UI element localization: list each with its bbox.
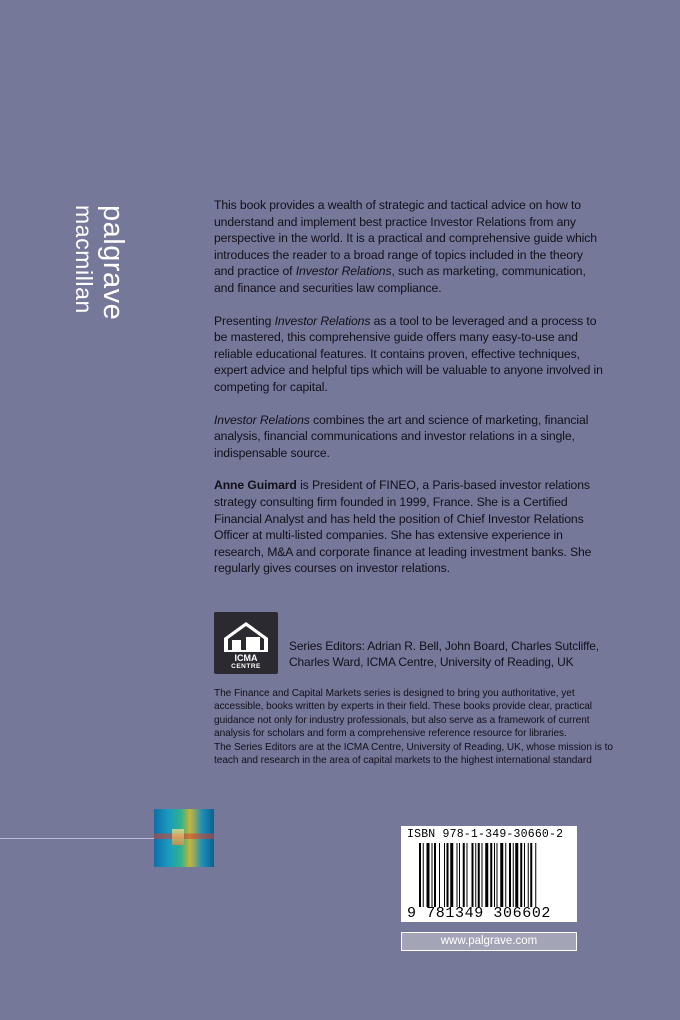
brand-subname: macmillan: [71, 205, 97, 314]
series-paragraph-1: The Finance and Capital Markets series is designed to bring you authoritative, yet accessible, books written by experts in their field. These books provide clear, practical guidance not only for industry professionals, but also serve as a framework of current analysis for scholars and form a comprehensive reference resource for libraries.: [214, 688, 592, 740]
series-paragraph-2: The Series Editors are at the ICMA Centre, University of Reading, UK, whose mission is to teach and research in the area of capital markets to the highest international standard: [214, 741, 613, 767]
brand-name: palgrave: [97, 205, 126, 321]
isbn-number: 9 781349 306602: [407, 905, 552, 922]
icma-centre-logo: [214, 612, 278, 674]
centre-label: CENTRE: [231, 663, 261, 670]
website-link[interactable]: www.palgrave.com: [401, 932, 577, 951]
author-name: Anne Guimard: [214, 478, 297, 493]
description-paragraph-1: This book provides a wealth of strategic and tactical advice on how to understand and implement best practice Investor Relations from any perspective in the world. It is a practical and comprehensive guide which introduces the reader to a broad range of topics included in the theory and practice of Investor Relations, such as marketing, communication, and finance and securities law compliance.: [214, 198, 597, 295]
divider-line: [0, 838, 154, 839]
description-paragraph-2: Presenting Investor Relations as a tool to be leveraged and a process to be mastered, this comprehensive guide offers many easy-to-use and reliable educational features. It contains proven, effective techniques, expert advice and helpful tips which will be valuable to anyone involved in competing for capital.: [214, 313, 603, 394]
palgrave-macmillan-logo: [66, 200, 126, 340]
book-description: [214, 197, 606, 593]
series-description: [214, 687, 624, 767]
description-paragraph-3: Investor Relations combines the art and science of marketing, financial analysis, financial communications and investor relations in a single, indispensable source.: [214, 412, 589, 460]
cover-thumbnail-image: [154, 809, 214, 867]
isbn-label: ISBN 978-1-349-30660-2: [407, 828, 564, 841]
icma-label: ICMA: [234, 653, 258, 663]
author-bio: Anne Guimard is President of FINEO, a Paris-based investor relations strategy consulting firm founded in 1999, France. She is a Certified Financial Analyst and has held the position of Chief Investor Relations Officer at multi-listed companies. She has extensive experience in research, M&A and corporate finance at leading investment banks. She regularly gives courses on investor relations.: [214, 478, 592, 576]
building-icon: [214, 616, 278, 656]
series-editors: Series Editors: Adrian R. Bell, John Board, Charles Sutcliffe, Charles Ward, ICMA Centre, University of Reading, UK: [289, 639, 599, 669]
isbn-barcode: [401, 826, 577, 922]
barcode-bars: [419, 843, 569, 907]
